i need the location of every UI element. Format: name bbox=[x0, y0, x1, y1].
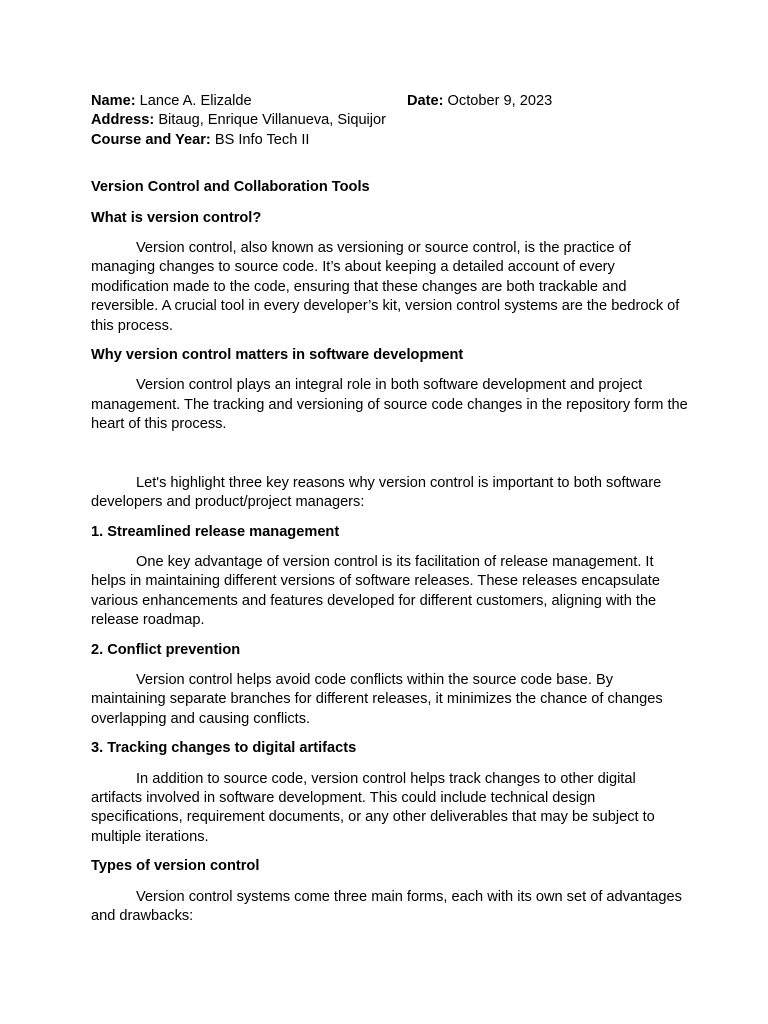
address-line bbox=[91, 111, 688, 130]
heading-release-management: 1. Streamlined release management bbox=[91, 523, 340, 540]
address-value: Bitaug, Enrique Villanueva, Siquijor bbox=[154, 112, 387, 129]
name-label: Name: bbox=[91, 93, 136, 109]
course-line bbox=[91, 131, 688, 150]
date-value: October 9, 2023 bbox=[443, 93, 553, 109]
heading-types-of-version-control: Types of version control bbox=[91, 858, 260, 875]
course-label: Course and Year: bbox=[91, 131, 211, 148]
heading-conflict-prevention: 2. Conflict prevention bbox=[91, 641, 241, 658]
heading-tracking-changes: 3. Tracking changes to digital artifacts bbox=[91, 740, 357, 757]
paragraph-key-reasons: Let's highlight three key reasons why version control is important to both software developers and product/project managers: bbox=[91, 474, 662, 511]
course-value: BS Info Tech II bbox=[210, 131, 310, 148]
address-label: Address: bbox=[91, 112, 155, 129]
paragraph-conflict-prevention: Version control helps avoid code conflicts within the source code base. By maintaining separate branches for different releases, it minimizes the chance of changes overlapping and causing conflicts. bbox=[91, 671, 663, 727]
document-header bbox=[91, 92, 688, 150]
name-line bbox=[91, 92, 407, 111]
date-label: Date: bbox=[407, 93, 444, 109]
paragraph-what-is-version-control: Version control, also known as versioning or source control, is the practice of managing changes to source code. It’s about keeping a detailed account of every modification made to the code, ensuring that these changes are both trackable and reversible. A crucial tool in every developer’s kit, version control systems are the bedrock of this process. bbox=[91, 240, 680, 334]
heading-what-is-version-control: What is version control? bbox=[91, 209, 262, 226]
name-value: Lance A. Elizalde bbox=[135, 93, 252, 109]
date-line bbox=[407, 92, 552, 111]
header-row-name-date bbox=[91, 92, 688, 111]
document-title: Version Control and Collaboration Tools bbox=[91, 179, 370, 196]
paragraph-tracking-changes: In addition to source code, version control helps track changes to other digital artifacts involved in software development. This could include technical design specifications, requirement documents, or any other deliverables that may be subject to multiple iterations. bbox=[91, 770, 655, 845]
paragraph-release-management: One key advantage of version control is its facilitation of release management. It helps in maintaining different versions of software releases. These releases encapsulate various enhancements and features developed for different customers, aligning with the release roadmap. bbox=[91, 553, 660, 629]
paragraph-types-of-version-control: Version control systems come three main forms, each with its own set of advantages and drawbacks: bbox=[91, 888, 682, 924]
heading-why-version-control-matters: Why version control matters in software development bbox=[91, 347, 464, 364]
paragraph-why-version-control-matters: Version control plays an integral role in both software development and project management. The tracking and versioning of source code changes in the repository form the heart of this process. bbox=[91, 377, 688, 433]
